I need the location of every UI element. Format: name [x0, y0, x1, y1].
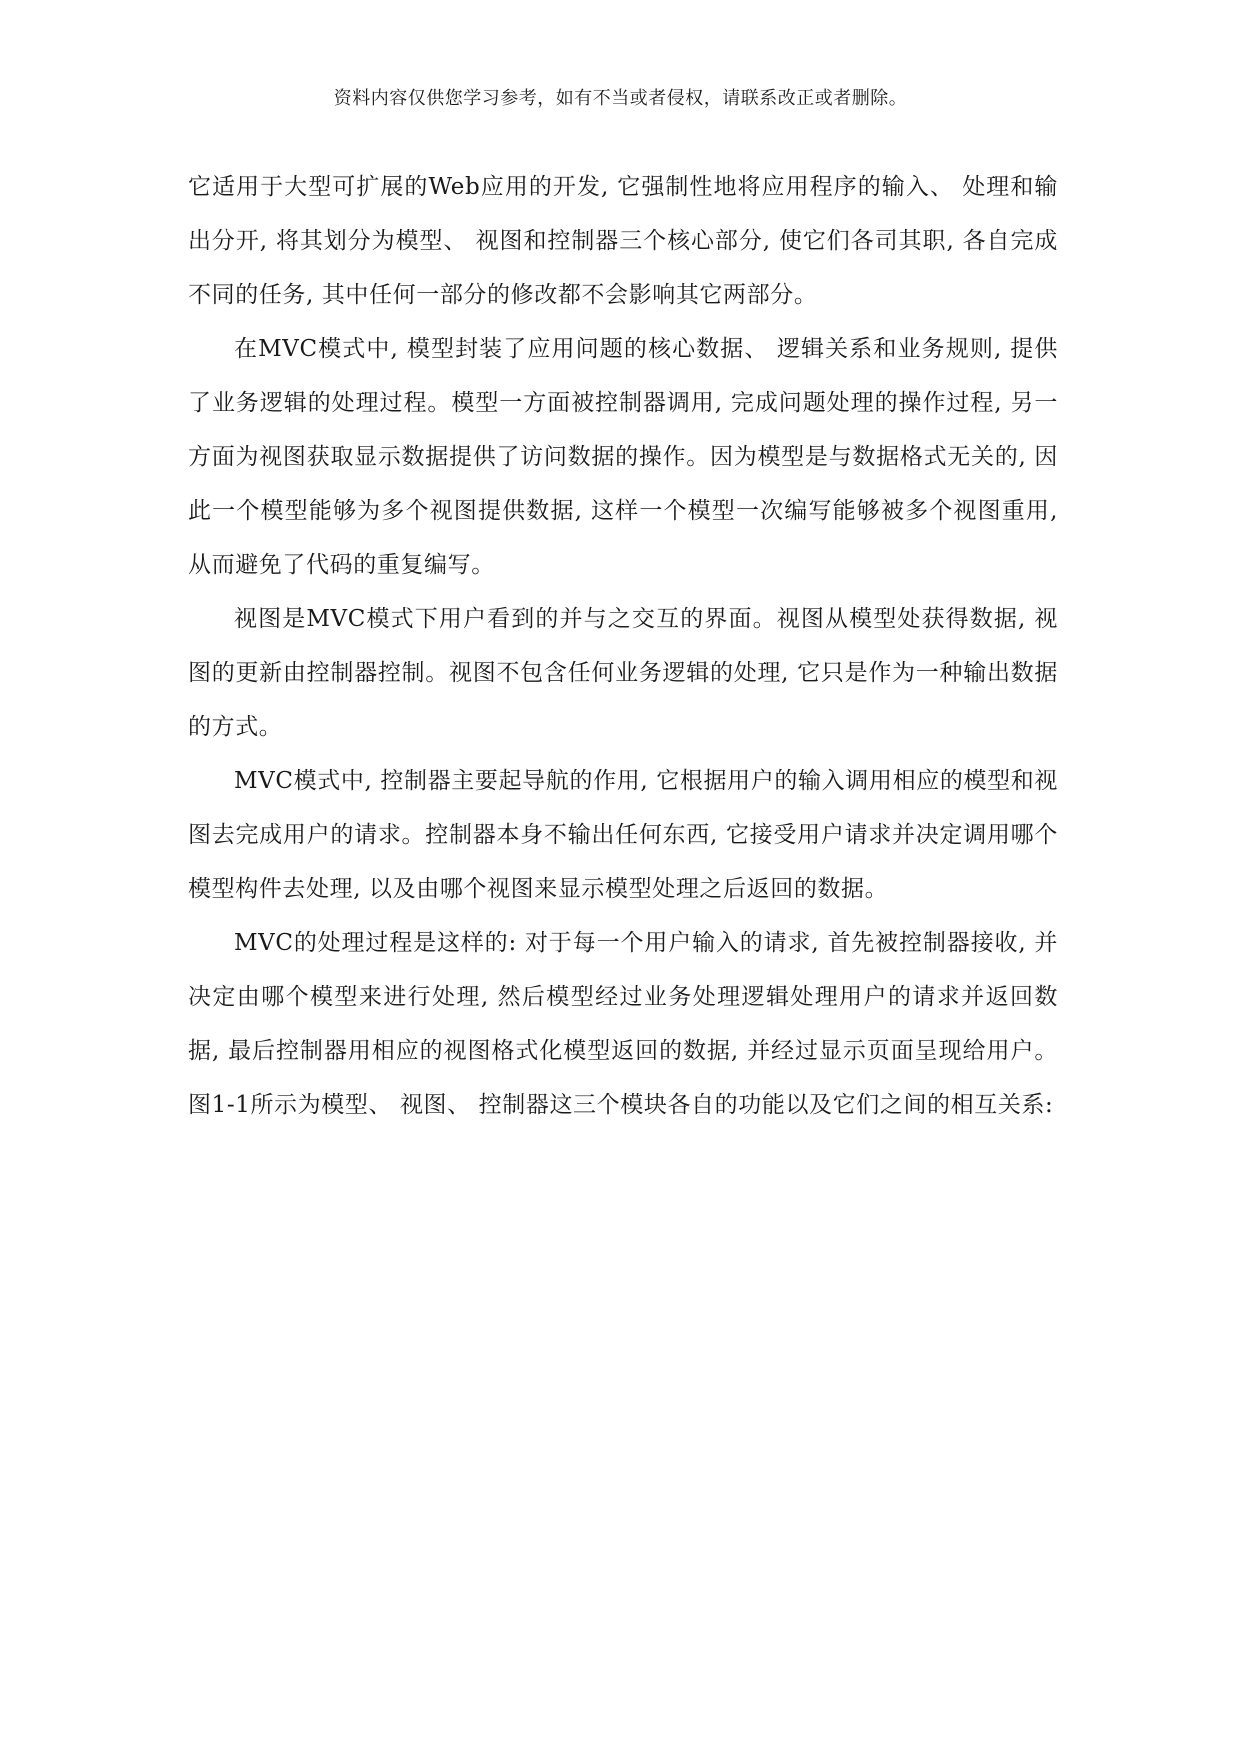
document-body	[188, 160, 1058, 1132]
paragraph-intro: 它适用于大型可扩展的Web应用的开发, 它强制性地将应用程序的输入、 处理和输出分开, 将其划分为模型、 视图和控制器三个核心部分, 使它们各司其职, 各自完成不同的任务, 其中任何一部分的修改都不会影响其它两部分。	[188, 174, 1058, 308]
paragraph-model: 在MVC模式中, 模型封装了应用问题的核心数据、 逻辑关系和业务规则, 提供了业务逻辑的处理过程。模型一方面被控制器调用, 完成问题处理的操作过程, 另一方面为视图获取显示数据提供了访问数据的操作。因为模型是与数据格式无关的, 因此一个模型能够为多个视图提供数据, 这样一个模型一次编写能够被多个视图重用, 从而避免了代码的重复编写。	[188, 336, 1058, 578]
paragraph-process: MVC的处理过程是这样的: 对于每一个用户输入的请求, 首先被控制器接收, 并决定由哪个模型来进行处理, 然后模型经过业务处理逻辑处理用户的请求并返回数据, 最后控制器用相应的视图格式化模型返回的数据, 并经过显示页面呈现给用户。图1-1所示为模型、 视图、 控制器这三个模块各自的功能以及它们之间的相互关系:	[188, 930, 1058, 1118]
paragraph-view: 视图是MVC模式下用户看到的并与之交互的界面。视图从模型处获得数据, 视图的更新由控制器控制。视图不包含任何业务逻辑的处理, 它只是作为一种输出数据的方式。	[188, 606, 1058, 740]
page-header-notice: 资料内容仅供您学习参考，如有不当或者侵权，请联系改正或者删除。	[333, 88, 908, 109]
paragraph-controller: MVC模式中, 控制器主要起导航的作用, 它根据用户的输入调用相应的模型和视图去完成用户的请求。控制器本身不输出任何东西, 它接受用户请求并决定调用哪个模型构件去处理, 以及由哪个视图来显示模型处理之后返回的数据。	[188, 768, 1058, 902]
